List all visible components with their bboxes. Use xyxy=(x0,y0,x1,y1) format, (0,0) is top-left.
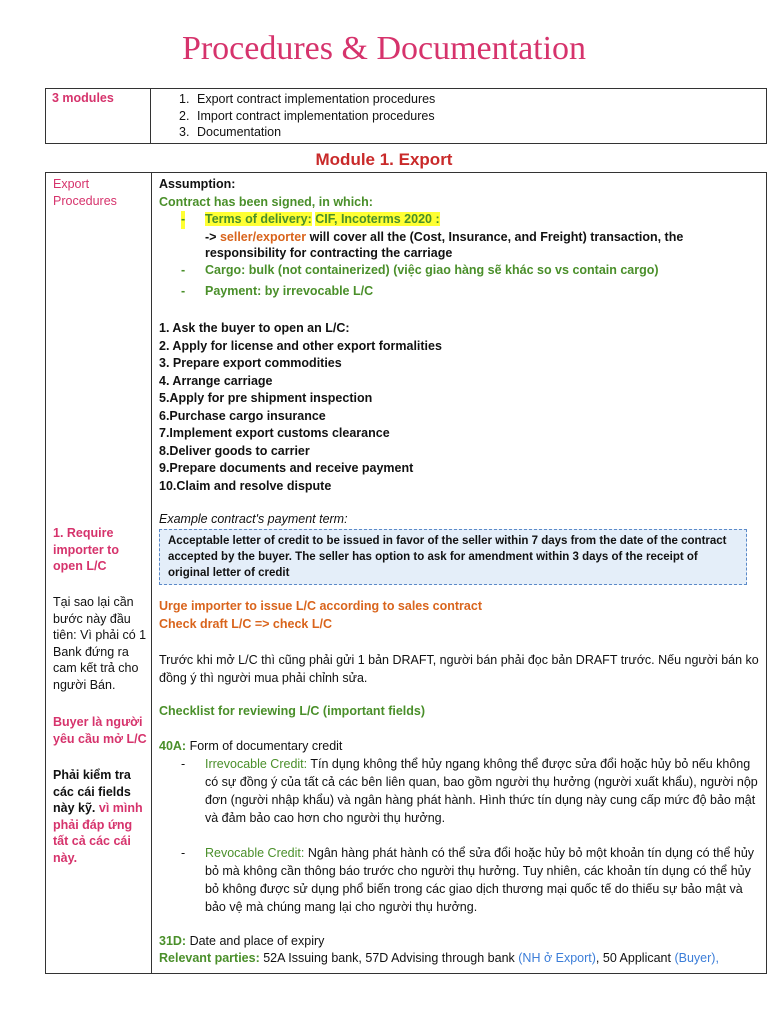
step-item: 6.Purchase cargo insurance xyxy=(159,408,326,423)
example-box-wrap xyxy=(159,529,759,585)
checklist-heading: Checklist for reviewing L/C (important fields) xyxy=(159,704,426,718)
page-title: Procedures & Documentation xyxy=(181,30,587,67)
relevant-parties: Relevant parties: 52A Issuing bank, 57D Advising through bank (NH ở Export), 50 Applicant (Buyer), xyxy=(159,951,719,965)
module-item: 3. Documentation xyxy=(179,125,282,139)
payment-line: - Payment: by irrevocable L/C xyxy=(181,284,374,298)
urge-line: Urge importer to issue L/C according to sales contract xyxy=(159,599,482,613)
example-payment-term-box: Acceptable letter of credit to be issued in favor of the seller within 7 days from the date of the contract accepted by the buyer. The seller has option to ask for amendment within 3 days of the receipt of original letter of credit xyxy=(159,529,747,585)
module-item: 1. Export contract implementation procedures xyxy=(179,92,436,106)
step-item: 3. Prepare export commodities xyxy=(159,356,342,370)
urge-block xyxy=(159,598,759,633)
steps-list xyxy=(159,320,759,495)
check-note xyxy=(53,767,147,866)
draft-paragraph: Trước khi mở L/C thì cũng phải gửi 1 bản DRAFT, người bán phải đọc bản DRAFT trước. Nếu người bán ko đồng ý thì người mua phải chỉnh sửa. xyxy=(159,653,759,685)
step-item: 5.Apply for pre shipment inspection xyxy=(159,391,373,405)
require-importer-label: 1. Require importer to open L/C xyxy=(53,526,119,573)
check-note-bold: Phải kiểm tra các cái fields này kỹ. xyxy=(53,768,131,815)
step-item: 10.Claim and resolve dispute xyxy=(159,478,332,493)
modules-label: 3 modules xyxy=(46,89,151,144)
step-item: 7.Implement export customs clearance xyxy=(159,426,390,440)
step-item: 4. Arrange carriage xyxy=(159,373,273,388)
terms-of-delivery: - Terms of delivery: CIF, Incoterms 2020 : xyxy=(159,211,759,229)
export-table xyxy=(45,172,767,974)
cargo-line: - Cargo: bulk (not containerized) (việc giao hàng sẽ khác so vs contain cargo) xyxy=(181,262,659,277)
column-divider xyxy=(151,173,152,973)
why-note: Tại sao lại cần bước này đầu tiên: Vì phải có 1 Bank đứng ra cam kết trả cho người Bán. xyxy=(53,595,147,692)
module-item: 2. Import contract implementation procedures xyxy=(179,108,435,123)
step-item: 9.Prepare documents and receive payment xyxy=(159,461,414,475)
contract-signed: Contract has been signed, in which: xyxy=(159,194,373,209)
field-31d: 31D: Date and place of expiry xyxy=(159,934,325,948)
irrevocable-item: - Irrevocable Credit: Tín dụng không thể hủy ngang không thể được sửa đổi hoặc hủy bỏ nếu không có sự đồng ý của tất cả các bên liên quan, bao gồm người thụ hưởng (người xuất khẩu), người nộp đơn (người nhập khẩu) và ngân hàng phát hành. Hình thức tín dụng này cung cấp mức độ bảo mật và đảm bảo cao hơn cho người thụ hưởng. xyxy=(181,757,758,825)
assumption-heading: Assumption: xyxy=(159,177,236,191)
step-item: 2. Apply for license and other export formalities xyxy=(159,338,442,353)
export-procedures-label: Export Procedures xyxy=(53,177,117,208)
field-40a: 40A: Form of documentary credit xyxy=(159,739,343,753)
step-item: 8.Deliver goods to carrier xyxy=(159,443,310,458)
check-note-pink: vì mình phải đáp ứng tất cả các cái này. xyxy=(53,801,143,865)
modules-list xyxy=(151,89,767,144)
seller-cover-text: -> seller/exporter will cover all the (Cost, Insurance, and Freight) transaction, the responsibility for contracting the carriage xyxy=(205,229,684,260)
example-label: Example contract's payment term: xyxy=(159,512,348,526)
assumption-block xyxy=(159,176,759,301)
revocable-item: - Revocable Credit: Ngân hàng phát hành có thể sửa đổi hoặc hủy bỏ một khoản tín dụng có thể hủy bỏ mà không cần thông báo trước cho người thụ hưởng. Tuy nhiên, các khoản tín dụng có thể hủy bỏ không được sử dụng phổ biến trong các giao dịch thương mại quốc tế do thiếu sự bảo mật và bảo vệ mà chúng mang lại cho người thụ hưởng. xyxy=(181,846,755,914)
check-draft-line: Check draft L/C => check L/C xyxy=(159,616,332,631)
module-heading: Module 1. Export xyxy=(315,150,453,169)
buyer-note: Buyer là người yêu cầu mở L/C xyxy=(53,715,147,746)
modules-table xyxy=(45,88,767,144)
step-item: 1. Ask the buyer to open an L/C: xyxy=(159,321,350,335)
